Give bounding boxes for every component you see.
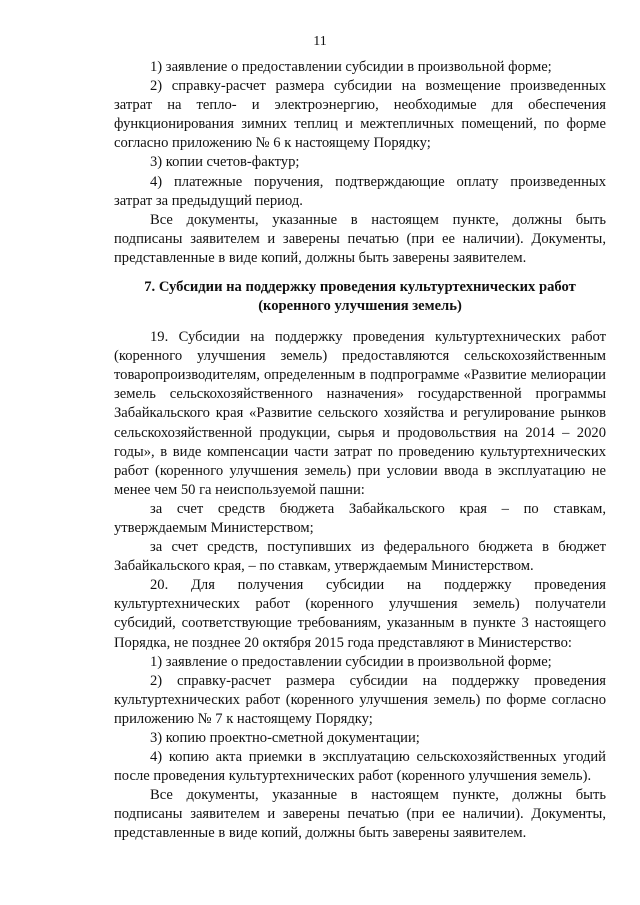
section-heading-line1: 7. Субсидии на поддержку проведения культуртехнических работ [144,279,576,296]
list-item: 4) платежные поручения, подтверждающие оплату произведенных затрат за предыдущий период. [114,173,606,209]
list-item: 3) копию проектно-сметной документации; [150,730,420,746]
paragraph-19: 19. Субсидии на поддержку проведения культуртехнических работ (коренного улучшения земель) предоставляются сельскохозяйственным товаропроизводителям, определенным в подпрограмме «Развитие мелиорации земель сельскохозяйственного назначения» государственной программы Забайкальского края «Развитие сельского хозяйства и регулирование рынков сельскохозяйственной продукции, сырья и продовольствия на 2014 – 2020 годы», в виде компенсации части затрат по проведению культуртехнических работ (коренного улучшения земель) при условии ввода в эксплуатацию не менее чем 50 га неиспользуемой пашни: [114,329,606,498]
closing-paragraph: Все документы, указанные в настоящем пункте, должны быть подписаны заявителем и заверены печатью (при ее наличии). Документы, представленные в виде копий, должны быть заверены заявителем. [114,787,606,842]
page-number: 11 [313,34,327,49]
paragraph-19-a: за счет средств бюджета Забайкальского края – по ставкам, утверждаемым Министерством; [114,500,606,536]
section-heading [114,278,606,316]
section-heading-line2: (коренного улучшения земель) [258,298,462,315]
list-item: 2) справку-расчет размера субсидии на поддержку проведения культуртехнических работ (коренного улучшения земель) по форме согласно приложению № 7 к настоящему Порядку; [114,672,606,727]
paragraph-19-b: за счет средств, поступивших из федерального бюджета в бюджет Забайкальского края, – по ставкам, утверждаемым Министерством. [114,539,606,575]
list-item: 3) копии счетов-фактур; [150,154,300,171]
document-body [114,58,606,844]
list-item: 1) заявление о предоставлении субсидии в произвольной форме; [150,59,552,75]
list-item: 2) справку-расчет размера субсидии на возмещение произведенных затрат на тепло- и электроэнергию, необходимые для обеспечения функционирования зимних теплиц и межтепличных помещений, по форме согласно приложению № 6 к настоящему Порядку; [114,78,606,152]
list-item: 4) копию акта приемки в эксплуатацию сельскохозяйственных угодий после проведения культуртехнических работ (коренного улучшения земель). [114,749,606,785]
closing-paragraph: Все документы, указанные в настоящем пункте, должны быть подписаны заявителем и заверены печатью (при ее наличии). Документы, представленные в виде копий, должны быть заверены заявителем. [114,211,606,266]
paragraph-20: 20. Для получения субсидии на поддержку проведения культуртехнических работ (коренного улучшения земель) получатели субсидий, соответствующие требованиям, указанным в пункте 3 настоящего Порядка, не позднее 20 октября 2015 года представляют в Министерство: [114,577,606,651]
list-item: 1) заявление о предоставлении субсидии в произвольной форме; [150,653,552,670]
